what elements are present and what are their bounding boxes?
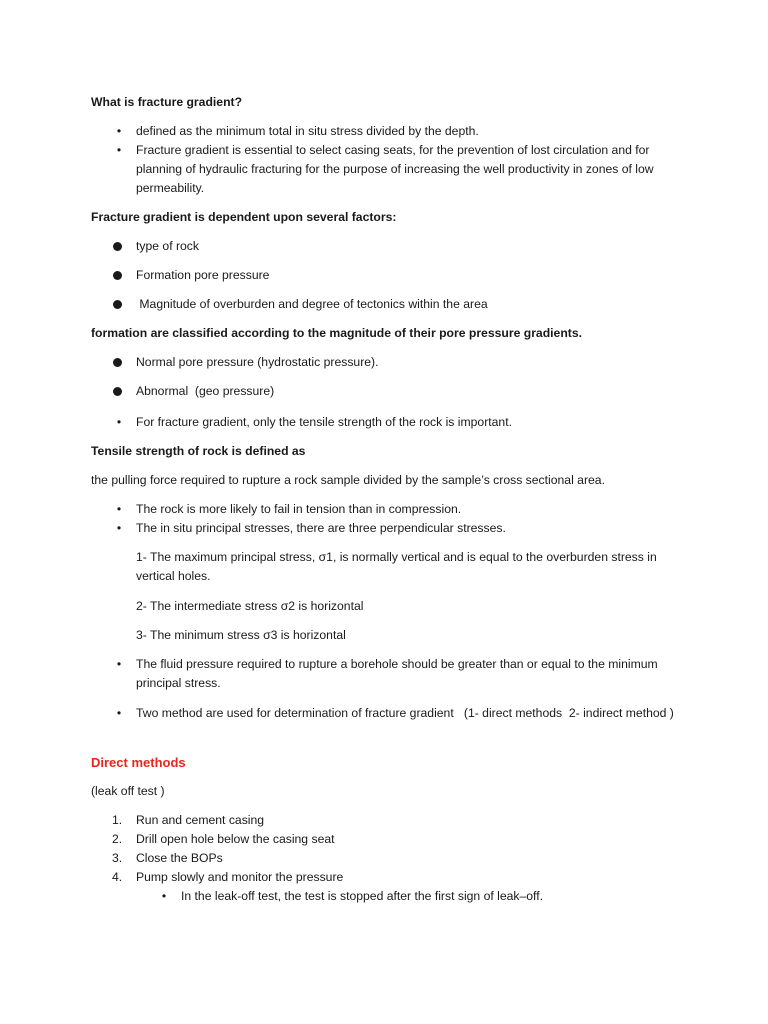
heading-direct-methods: Direct methods	[91, 755, 186, 770]
step-number: 1.	[112, 813, 123, 827]
heading-factors: Fracture gradient is dependent upon several factors:	[91, 210, 397, 224]
fluid-pressure-bullet: The fluid pressure required to rupture a borehole should be greater than or equal to the minimum principal stress.	[136, 657, 658, 690]
stress-item-1: 1- The maximum principal stress, σ1, is normally vertical and is equal to the overburden stress in vertical holes.	[136, 550, 657, 583]
methods-bullet: Two method are used for determination of fracture gradient (1- direct methods 2- indirect method )	[136, 706, 674, 720]
bullet-icon: •	[161, 889, 167, 903]
step-number: 2.	[112, 832, 123, 846]
factor-item-1: type of rock	[136, 239, 199, 253]
step-item-1: Run and cement casing	[136, 813, 265, 827]
tensile-bullet: For fracture gradient, only the tensile strength of the rock is important.	[136, 415, 512, 429]
heading-tensile-strength: Tensile strength of rock is defined as	[91, 444, 306, 458]
factor-item-3: Magnitude of overburden and degree of tectonics within the area	[136, 297, 488, 311]
class-item-2: Abnormal (geo pressure)	[136, 384, 275, 398]
heading-classification: formation are classified according to the magnitude of their pore pressure gradients.	[91, 326, 582, 340]
leak-off-sub-bullet: In the leak-off test, the test is stopped after the first sign of leak–off.	[181, 889, 543, 903]
bullet-icon: •	[116, 657, 122, 671]
stress-item-3: 3- The minimum stress σ3 is horizontal	[136, 628, 346, 642]
bullet-icon: •	[116, 706, 122, 720]
leak-off-label: (leak off test )	[91, 784, 165, 798]
round-bullet-icon	[113, 242, 122, 251]
rock-bullet-2: The in situ principal stresses, there are three perpendicular stresses.	[136, 521, 506, 535]
tensile-definition: the pulling force required to rupture a rock sample divided by the sample’s cross sectional area.	[91, 473, 605, 487]
bullet-icon: •	[116, 502, 122, 516]
definition-bullet-2: Fracture gradient is essential to select casing seats, for the prevention of lost circulation and for planning of hydraulic fracturing for the purpose of increasing the well productivity in zones of low permeability.	[136, 143, 654, 195]
bullet-icon: •	[116, 124, 122, 138]
round-bullet-icon	[113, 358, 122, 367]
heading-what-is-fracture-gradient: What is fracture gradient?	[91, 95, 243, 109]
round-bullet-icon	[113, 387, 122, 396]
bullet-icon: •	[116, 143, 122, 157]
round-bullet-icon	[113, 271, 122, 280]
step-item-2: Drill open hole below the casing seat	[136, 832, 335, 846]
bullet-icon: •	[116, 521, 122, 535]
stress-item-2: 2- The intermediate stress σ2 is horizontal	[136, 599, 364, 613]
step-number: 4.	[112, 870, 123, 884]
rock-bullet-1: The rock is more likely to fail in tension than in compression.	[136, 502, 462, 516]
bullet-icon: •	[116, 415, 122, 429]
step-item-3: Close the BOPs	[136, 851, 223, 865]
step-number: 3.	[112, 851, 123, 865]
class-item-1: Normal pore pressure (hydrostatic pressure).	[136, 355, 379, 369]
step-item-4: Pump slowly and monitor the pressure	[136, 870, 344, 884]
definition-bullet-1: defined as the minimum total in situ stress divided by the depth.	[136, 124, 479, 138]
factor-item-2: Formation pore pressure	[136, 268, 270, 282]
round-bullet-icon	[113, 300, 122, 309]
